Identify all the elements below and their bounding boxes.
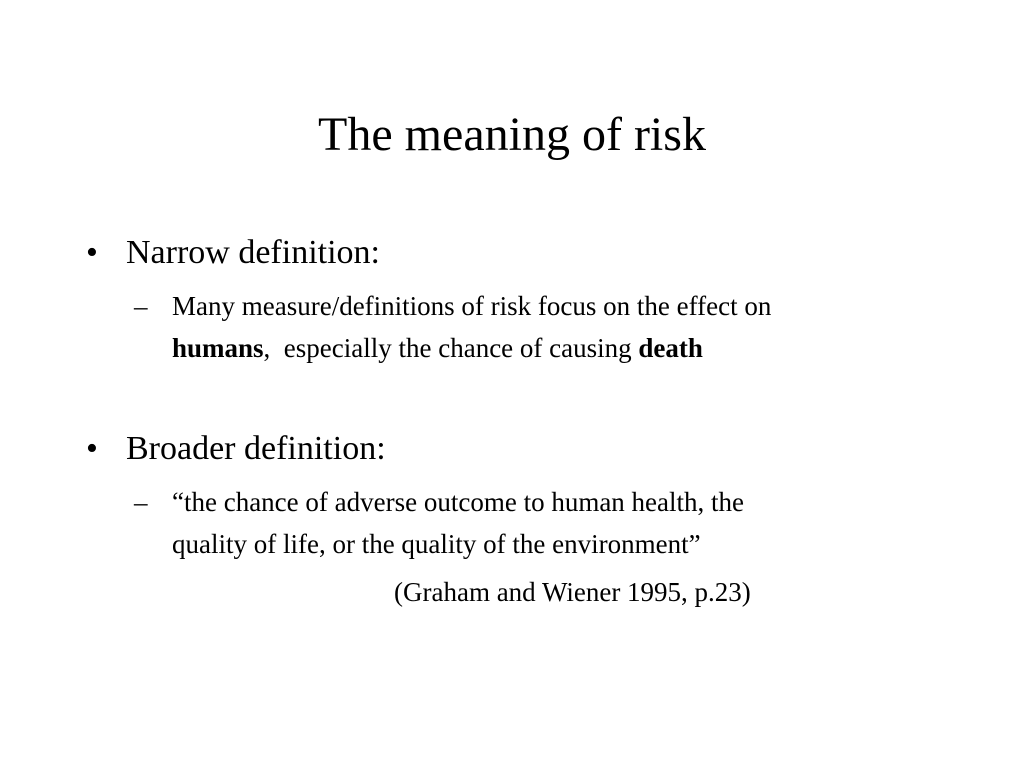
slide-title: The meaning of risk bbox=[318, 108, 706, 161]
bullet-marker: • bbox=[86, 430, 98, 467]
bold-death: death bbox=[638, 333, 703, 363]
citation: (Graham and Wiener 1995, p.23) bbox=[394, 577, 751, 607]
sub-bullet-marker: – bbox=[134, 291, 148, 321]
sub-text-mid: , especially the chance of causing bbox=[263, 333, 639, 363]
sub-text-line1: Many measure/definitions of risk focus on the effect on bbox=[172, 291, 772, 321]
bullet-label: Narrow definition: bbox=[126, 234, 380, 271]
sub-bullet-text bbox=[172, 285, 962, 369]
quote-line1: “the chance of adverse outcome to human health, the bbox=[172, 487, 745, 517]
quote-line2: quality of life, or the quality of the environment” bbox=[172, 529, 701, 559]
bullet-marker: • bbox=[86, 234, 98, 271]
sub-bullet-marker: – bbox=[134, 487, 148, 517]
bold-humans: humans bbox=[172, 333, 264, 363]
bullet-label: Broader definition: bbox=[126, 430, 386, 467]
sub-bullet-text bbox=[172, 481, 962, 565]
